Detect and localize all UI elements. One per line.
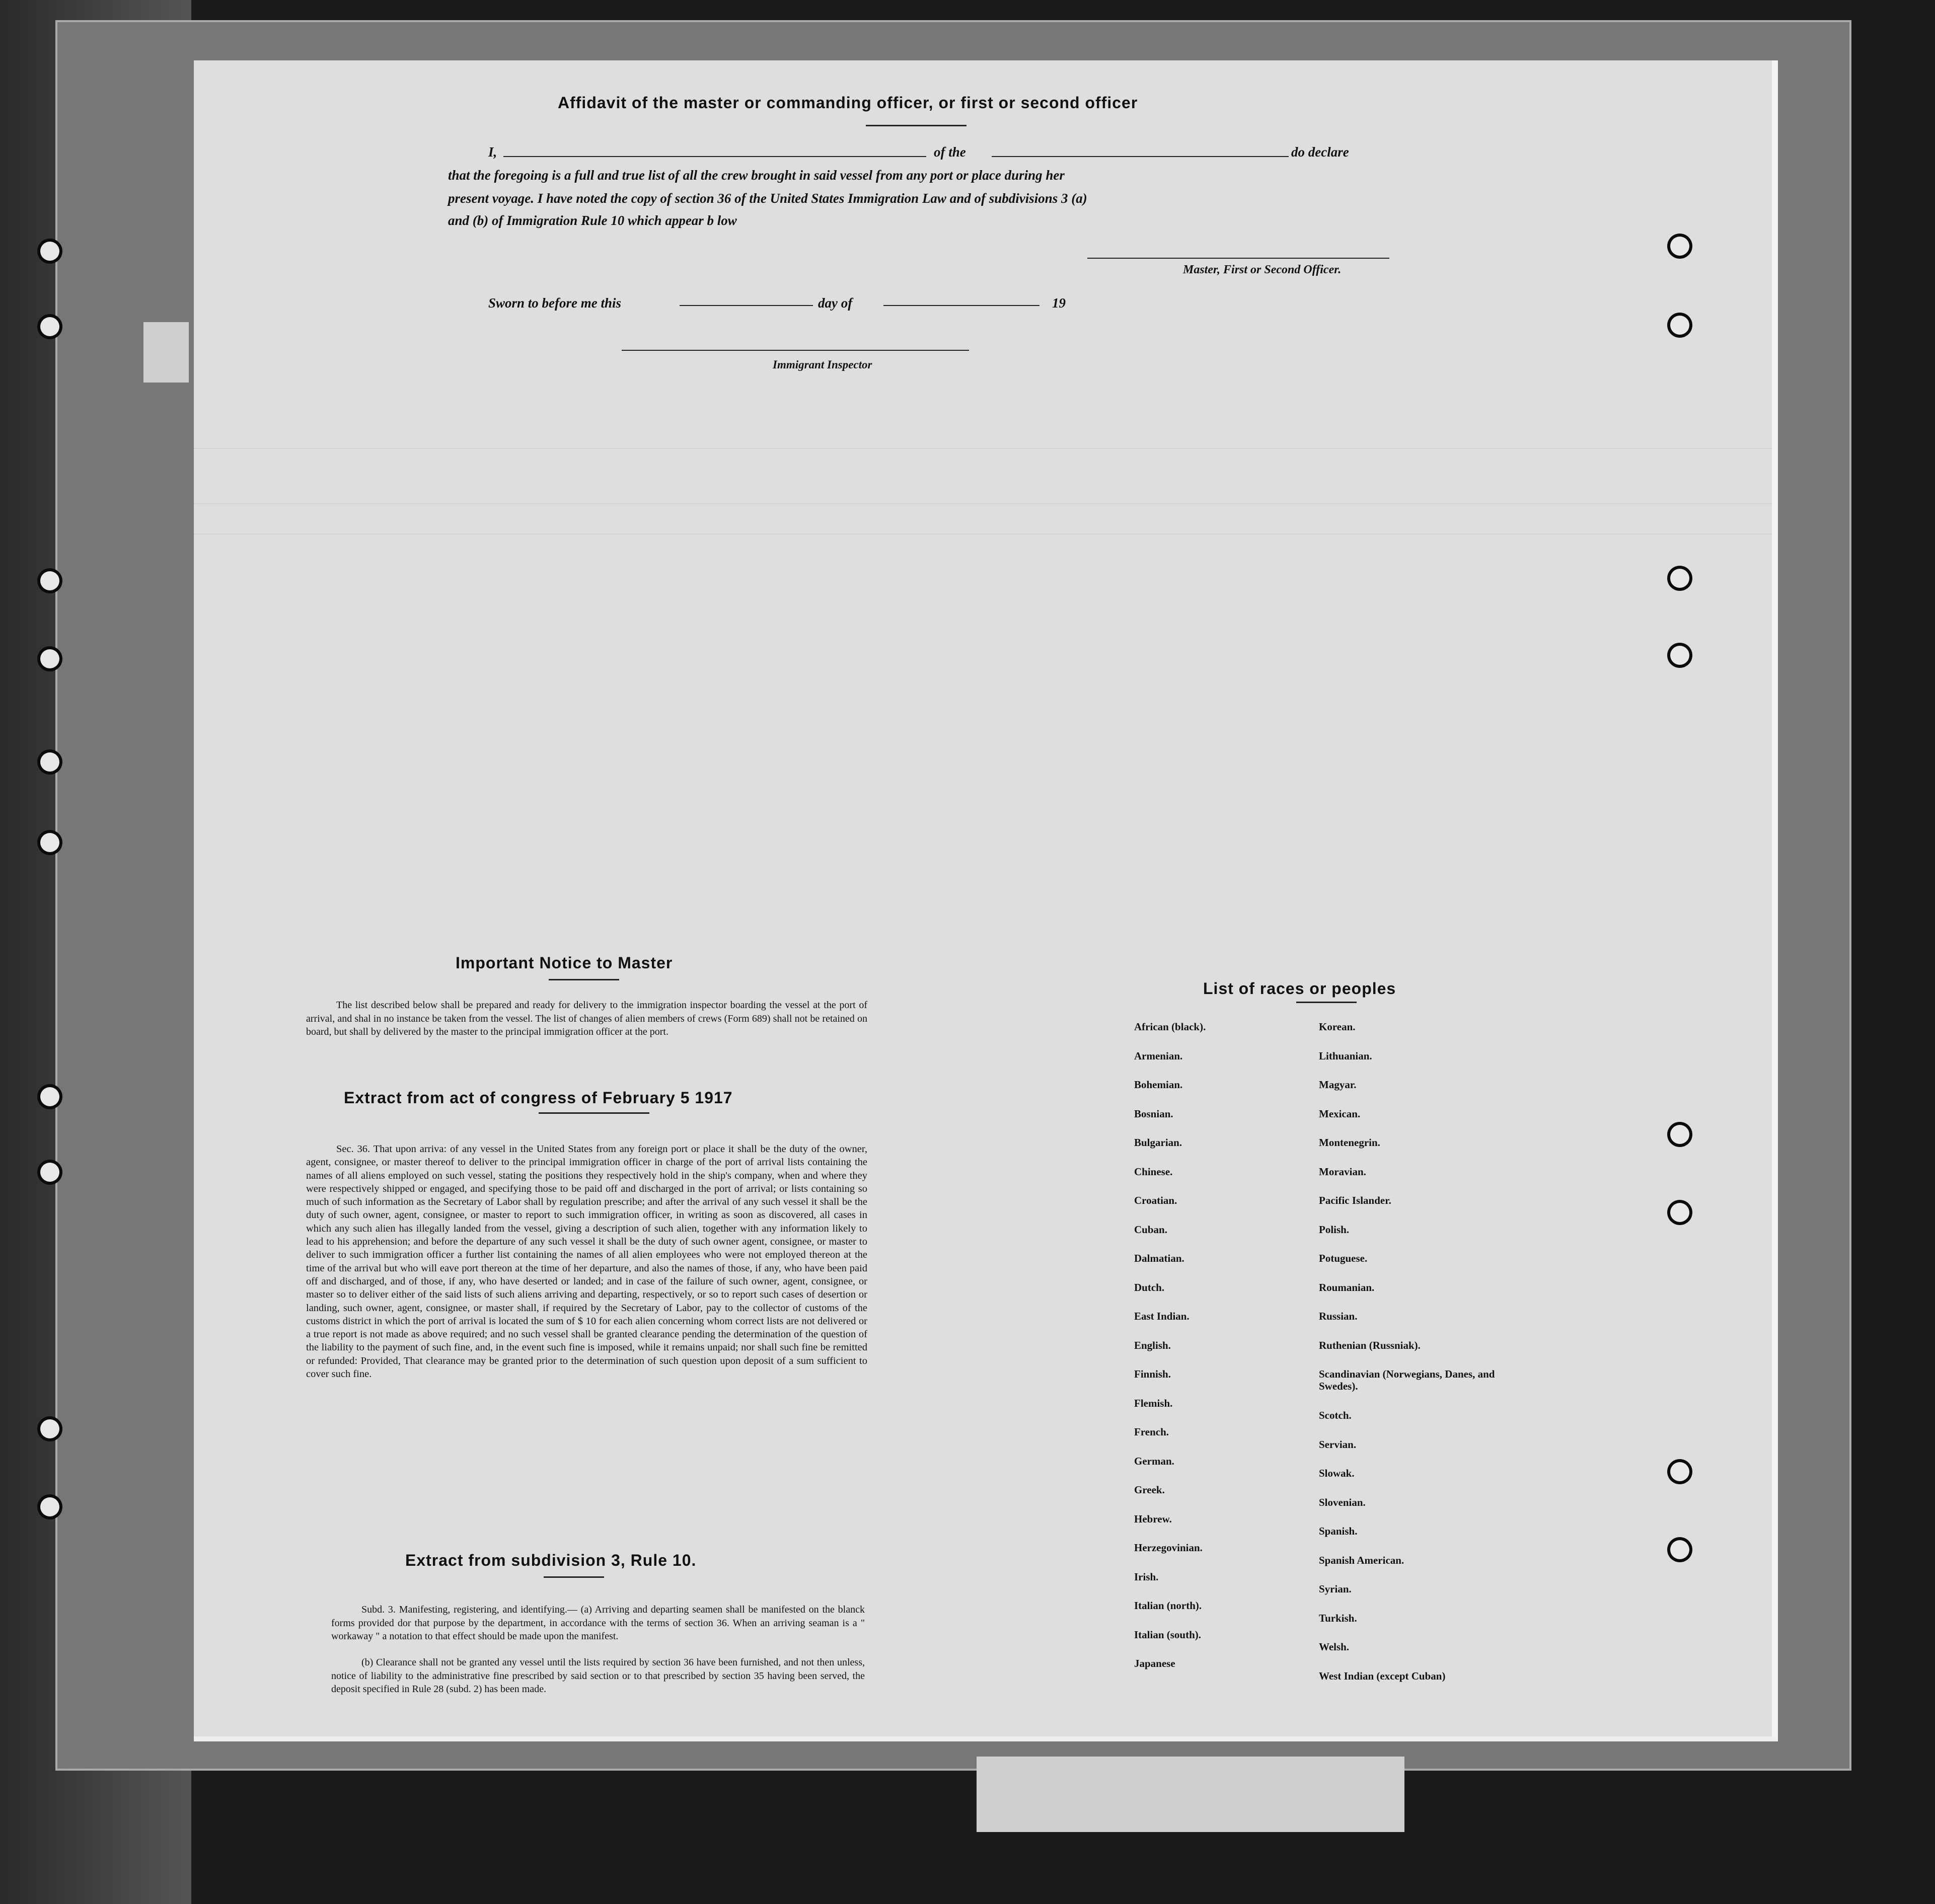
binding-hole — [1670, 316, 1689, 335]
affidavit-of-the: of the — [934, 144, 966, 160]
blank-line — [680, 305, 813, 306]
inspector-line — [622, 350, 969, 351]
bleed-through-rule — [194, 448, 1772, 449]
race-item: Welsh. — [1319, 1641, 1350, 1653]
section-36-text: Sec. 36. That upon arriva: of any vessel in the United States from any foreign port or place it shall be the duty of the owner, agent, consignee, or master thereof to deliver to the principal immigration officer in charge of the port of arrival lists containing the names of all aliens employed on such vessel, stating the positions they respectively hold in the ship's company, when and where they were respectively shipped or engaged, and specifying those to be paid off and discharged in the port of arrival; or lists containing so much of such information as the Secretary of Labor shall by regulation prescribe; and after the arrival of any such vessel it shall be the duty of such owner, agent, consignee, or master to report to such immigration officer, in writing as soon as discovered, all cases in which any such alien has illegally landed from the vessel, giving a description of such alien, together with any information likely to lead to his apprehension; and before the departure of any such vessel it shall be the duty of such owner agent, consignee, or master to deliver to such immigration officer a further list containing the names of all alien employees who were not employed thereon at the time of the arrival but who will eave port thereon at the time of her departure, and also the names of those, if any, who have been paid off and discharged, and of those, if any, who have deserted or landed; and in case of the failure of such owner, agent, consignee, or master so to deliver either of the said lists of such aliens arriving and departing, respectively, or so to report such cases of desertion or landing, such owner, agent, consignee, or master shall, if required by the Secretary of Labor, pay to the collector of customs of the customs district in which the port of arrival is located the sum of $ 10 for each alien concerning whom correct lists are not delivered or a true report is not made as above required; and no such vessel shall be granted clearance pending the determination of the question of the liability to the payment of such fine, and, in the event such fine is imposed, while it remains unpaid; nor shall such fine be remitted or refunded: Provided, That clearance may be granted prior to the determination of such question upon deposit of a sum sufficient to cover such fine. — [306, 1144, 867, 1380]
binding-hole — [40, 1497, 59, 1516]
form-page — [194, 60, 1778, 1741]
signature-line — [1087, 258, 1389, 259]
race-item: Scotch. — [1319, 1409, 1352, 1421]
bleed-through-rule — [194, 503, 1772, 504]
extract-rule-underline — [544, 1576, 604, 1578]
race-item: Montenegrin. — [1319, 1136, 1380, 1149]
binding-hole — [1670, 237, 1689, 256]
race-item: Polish. — [1319, 1223, 1350, 1236]
inspector-label: Immigrant Inspector — [773, 358, 872, 371]
binding-hole — [1670, 569, 1689, 588]
race-item: East Indian. — [1134, 1310, 1189, 1322]
race-item: Spanish American. — [1319, 1554, 1404, 1566]
notice-title: Important Notice to Master — [456, 954, 673, 972]
race-item: Slowak. — [1319, 1467, 1355, 1479]
race-item: English. — [1134, 1339, 1171, 1351]
race-item: Irish. — [1134, 1570, 1159, 1583]
binding-hole — [1670, 646, 1689, 665]
race-item: Korean. — [1319, 1021, 1356, 1033]
affidavit-do-declare: do declare — [1291, 144, 1349, 160]
race-item: Herzegovinian. — [1134, 1542, 1203, 1554]
race-item: Italian (north). — [1134, 1600, 1202, 1612]
subd-3a-text: Subd. 3. Manifesting, registering, and identifying.— (a) Arriving and departing seamen shall be manifested on the blanck forms provided dor that purpose by the department, in accordance with the terms of section 36. When an arriving seaman is a " workaway " a notation to that effect should be made upon the manifest. — [331, 1604, 865, 1642]
affidavit-line-4: and (b) of Immigration Rule 10 which appear b low — [448, 213, 737, 228]
race-item: Armenian. — [1134, 1049, 1183, 1062]
race-item: Slovenian. — [1319, 1496, 1366, 1508]
binding-hole — [40, 242, 59, 261]
race-item: Russian. — [1319, 1310, 1358, 1322]
race-item: Spanish. — [1319, 1525, 1358, 1537]
race-item: Croatian. — [1134, 1194, 1177, 1206]
affidavit-line-3: present voyage. I have noted the copy of section 36 of the United States Immigration Law and of subdivisions 3 (a) — [448, 191, 1087, 206]
race-item: Potuguese. — [1319, 1252, 1368, 1264]
sworn-label: Sworn to before me this — [488, 295, 622, 311]
binding-hole — [40, 752, 59, 772]
race-item: Italian (south). — [1134, 1628, 1202, 1641]
paper-tag — [143, 322, 189, 383]
extract-act-underline — [539, 1112, 649, 1114]
binding-hole — [1670, 1203, 1689, 1222]
race-item: German. — [1134, 1455, 1174, 1467]
race-item: Syrian. — [1319, 1583, 1352, 1595]
extract-rule-title: Extract from subdivision 3, Rule 10. — [405, 1551, 697, 1569]
extract-act-title: Extract from act of congress of February 5 1917 — [344, 1089, 733, 1107]
affidavit-i: I, — [488, 144, 497, 160]
race-item: Flemish. — [1134, 1397, 1173, 1409]
binding-hole — [40, 833, 59, 852]
binding-hole — [1670, 1125, 1689, 1144]
blank-line — [992, 156, 1289, 157]
binding-hole — [1670, 1462, 1689, 1481]
race-item: Greek. — [1134, 1484, 1165, 1496]
blank-line — [883, 305, 1039, 306]
race-item: Finnish. — [1134, 1368, 1171, 1380]
notice-underline — [549, 979, 619, 980]
race-item: Turkish. — [1319, 1612, 1357, 1624]
race-item: Servian. — [1319, 1438, 1357, 1451]
race-item: Bosnian. — [1134, 1107, 1173, 1120]
affidavit-title: Affidavit of the master or commanding officer, or first or second officer — [558, 94, 1138, 112]
race-item: Bohemian. — [1134, 1079, 1183, 1091]
race-item: French. — [1134, 1426, 1169, 1438]
binding-hole — [40, 1163, 59, 1182]
blank-line — [503, 156, 926, 157]
races-underline — [1296, 1002, 1357, 1003]
race-item: Lithuanian. — [1319, 1049, 1372, 1062]
race-item: Chinese. — [1134, 1165, 1173, 1178]
races-title: List of races or peoples — [1203, 979, 1396, 998]
race-item: African (black). — [1134, 1021, 1206, 1033]
race-item: Dutch. — [1134, 1281, 1165, 1293]
bleed-through-rule — [194, 534, 1772, 535]
notice-text: The list described below shall be prepared and ready for delivery to the immigration inspector boarding the vessel at the port of arrival, and shal in no instance be taken from the vessel. The list of changes of alien members of crews (Form 689) shall not be retained on board, but shall by delivered by the master to the principal immigration officer at the port. — [306, 1000, 867, 1037]
race-item: Pacific Islander. — [1319, 1194, 1391, 1206]
binding-hole — [1670, 1540, 1689, 1559]
margin-number: 28 — [1711, 292, 1736, 317]
title-underline — [866, 125, 966, 126]
race-item: Dalmatian. — [1134, 1252, 1184, 1264]
race-item: Ruthenian (Russniak). — [1319, 1339, 1421, 1351]
race-item: Magyar. — [1319, 1079, 1357, 1091]
binding-hole — [40, 1087, 59, 1106]
race-item: Bulgarian. — [1134, 1136, 1182, 1149]
race-item: Moravian. — [1319, 1165, 1366, 1178]
affidavit-line-2: that the foregoing is a full and true list of all the crew brought in said vessel from any port or place during her — [448, 168, 1065, 183]
paper-tab — [977, 1757, 1404, 1832]
race-item: Mexican. — [1319, 1107, 1361, 1120]
race-item: Hebrew. — [1134, 1512, 1172, 1525]
year-label: 19 — [1052, 295, 1066, 311]
binding-hole — [40, 317, 59, 336]
race-item: Roumanian. — [1319, 1281, 1375, 1293]
day-of-label: day of — [818, 295, 853, 311]
signature-label: Master, First or Second Officer. — [1183, 263, 1342, 276]
binding-hole — [40, 571, 59, 590]
binding-hole — [40, 649, 59, 668]
subd-3b-text: (b) Clearance shall not be granted any vessel until the lists required by section 36 have been furnished, and not then unless, notice of liability to the administrative fine prescribed by said section or to that prescribed by section 35 having been served, the deposit specified in Rule 28 (subd. 2) has been made. — [331, 1657, 865, 1695]
race-item: Scandinavian (Norwegians, Danes, and Swedes). — [1319, 1368, 1495, 1392]
race-item: West Indian (except Cuban) — [1319, 1669, 1446, 1682]
binding-hole — [40, 1419, 59, 1438]
race-item: Japanese — [1134, 1657, 1175, 1669]
race-item: Cuban. — [1134, 1223, 1167, 1236]
